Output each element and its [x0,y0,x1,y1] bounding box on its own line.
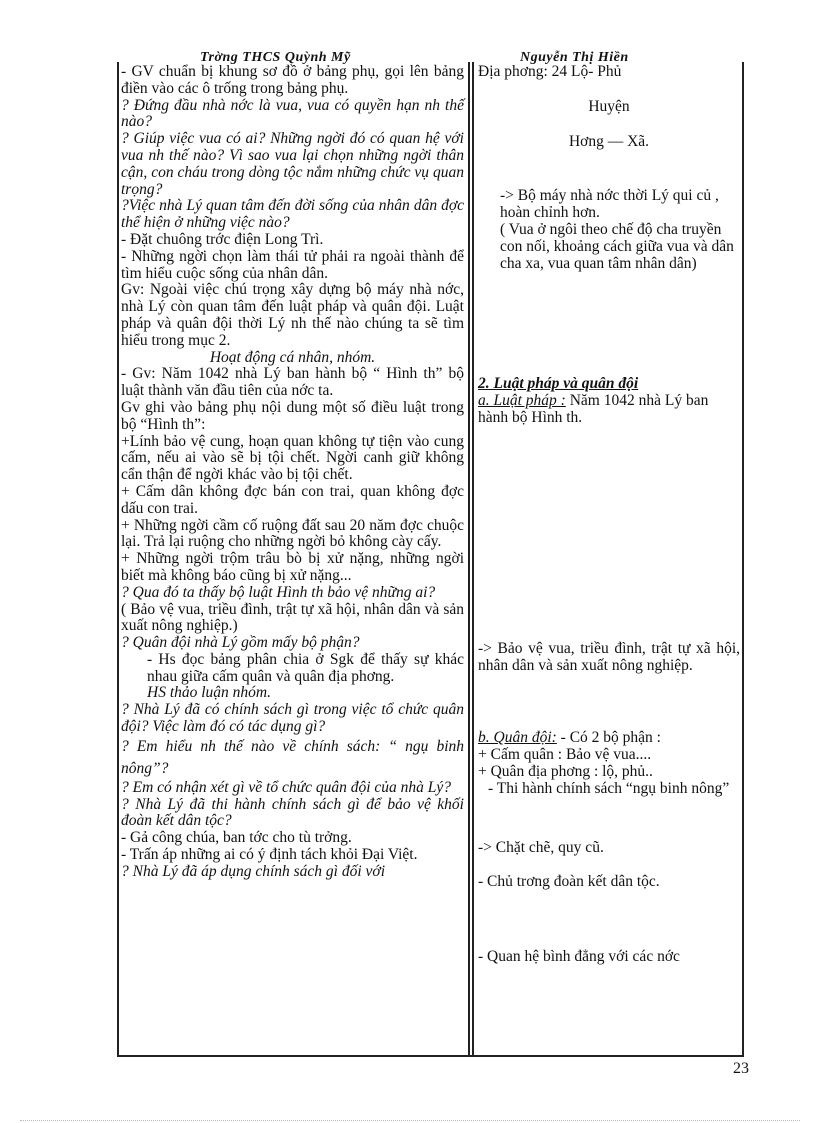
question: ? Em hiểu nh thế nào về chính sách: “ ngụ binh nông”? [121,737,464,777]
question: ? Đứng đầu nhà nớc là vua, vua có quyền hạn nh thế nào? [121,96,464,131]
question: ? Giúp việc vua có ai? Những ngời đó có quan hệ với vua nh thế nào? Vì sao vua lại chọn những ngời thân cận, con cháu trong dòng tộc nắm những chức vụ quan trọng? [121,130,464,198]
table-border-middle-double [472,62,474,1057]
table-border-left [117,62,119,1057]
section-heading: 2. Luật pháp và quân đội [478,375,639,393]
subsection-heading: b. Quân đội: [478,729,557,747]
question: ? Nhà Lý đã có chính sách gì trong việc tổ chức quân đội? Việc làm đó có tác dụng gì? [121,701,464,736]
paragraph: - Quan hệ bình đẳng với các nớc [478,948,680,966]
question: ? Qua đó ta thấy bộ luật Hình th bảo vệ những ai? [121,583,436,601]
law-item: +Lính bảo vệ cung, hoạn quan không tự tiện vào cung cấm, nếu ai vào sẽ bị tội chết. Ngời canh giữ không cẩn thận để ngời khác vào bị tội chết. [121,432,464,484]
answer: - Những ngời chọn làm thái tử phải ra ngoài thành để tìm hiểu cuộc sống của nhân dân. [121,247,464,282]
paragraph: ( Vua ở ngôi theo chế độ cha truyền con nối, khoảng cách giữa vua và dân cha xa, vua quan tâm nhân dân) [500,220,734,272]
paragraph [478,730,740,747]
paragraph-text: - Có 2 bộ phận : [556,729,661,747]
paragraph: - GV chuẩn bị khung sơ đồ ở bảng phụ, gọi lên bảng điền vào các ô trống trong bảng phụ. [121,63,464,97]
list-item: + Cấm quân : Bảo vệ vua.... [478,746,652,764]
question: ? Quân đội nhà Lý gồm mấy bộ phận? [121,634,360,652]
paragraph: Hơng — Xã. [568,132,650,150]
question: ? Em có nhận xét gì về tổ chức quân đội của nhà Lý? [121,778,452,796]
law-item: + Những ngời trộm trâu bò bị xử nặng, những ngời biết mà không báo cũng bị xử nặng... [121,550,464,584]
paragraph: - Chủ trơng đoàn kết dân tộc. [478,873,660,891]
table-border-middle [468,62,470,1057]
question: ? Nhà Lý đã áp dụng chính sách gì đối với [121,862,386,880]
paragraph: -> Bộ máy nhà nớc thời Lý qui củ , hoàn chỉnh hơn. [500,187,719,222]
paragraph: -> Bảo vệ vua, triều đình, trật tự xã hội, nhân dân và sản xuất nông nghiệp. [478,639,740,674]
teacher-activity-column [121,64,464,881]
paragraph-text: Năm 1042 nhà Lý ban hành bộ Hình th. [478,392,709,426]
paragraph: - Gv: Năm 1042 nhà Lý ban hành bộ “ Hình th” bộ luật thành văn đầu tiên của nớc ta. [121,365,464,400]
table-border-right [742,62,744,1057]
activity-heading: Hoạt động cá nhân, nhóm. [209,348,376,366]
paragraph [478,393,740,427]
activity-note: HS thảo luận nhóm. [147,684,271,702]
list-item: - Thi hành chính sách “ngụ binh nông” [488,779,730,797]
table-border-bottom [117,1055,744,1057]
question: ? Nhà Lý đã thi hành chính sách gì để bảo vệ khối đoàn kết dân tộc? [121,795,464,830]
answer: - Đặt chuông trớc điện Long Trì. [121,230,324,248]
law-item: + Những ngời cầm cố ruộng đất sau 20 năm đợc chuộc lại. Trả lại ruộng cho những ngời bỏ không cày cấy. [121,516,464,551]
content-column [478,64,740,966]
question: ?Việc nhà Lý quan tâm đến đời sống của nhân dân đợc thể hiện ở những việc nào? [121,197,464,232]
header-author: Nguyễn Thị Hiền [520,50,629,65]
paragraph: Địa phơng: 24 Lộ- Phủ [478,63,622,80]
law-item: + Cấm dân không đợc bán con trai, quan không đợc dấu con trai. [121,482,464,517]
paragraph: Gv ghi vào bảng phụ nội dung một số điều luật trong bộ “Hình th”: [121,398,464,433]
paragraph: Huyện [588,97,630,115]
paragraph: -> Chặt chẽ, quy cũ. [478,838,604,856]
header-school: Trờng THCS Quỳnh Mỹ [200,50,351,65]
subsection-heading: a. Luật pháp : [478,392,566,410]
answer: - Gả công chúa, ban tớc cho tù trởng. [121,829,352,847]
page-number: 23 [733,1060,749,1077]
answer: ( Bảo vệ vua, triều đình, trật tự xã hội, nhân dân và sản xuất nông nghiệp.) [121,600,464,635]
paragraph: Gv: Ngoài việc chú trọng xây dựng bộ máy nhà nớc, nhà Lý còn quan tâm đến luật pháp và quân đội. Luật pháp và quân đội thời Lý nh thế nào chúng ta sẽ tìm hiểu trong mục 2. [121,281,464,349]
answer: - Trấn áp những ai có ý định tách khỏi Đại Việt. [121,846,418,864]
paragraph: - Hs đọc bảng phân chia ở Sgk để thấy sự khác nhau giữa cấm quân và quân địa phơng. [147,650,464,685]
footer-rule [20,1120,800,1121]
list-item: + Quân địa phơng : lộ, phủ.. [478,762,653,780]
